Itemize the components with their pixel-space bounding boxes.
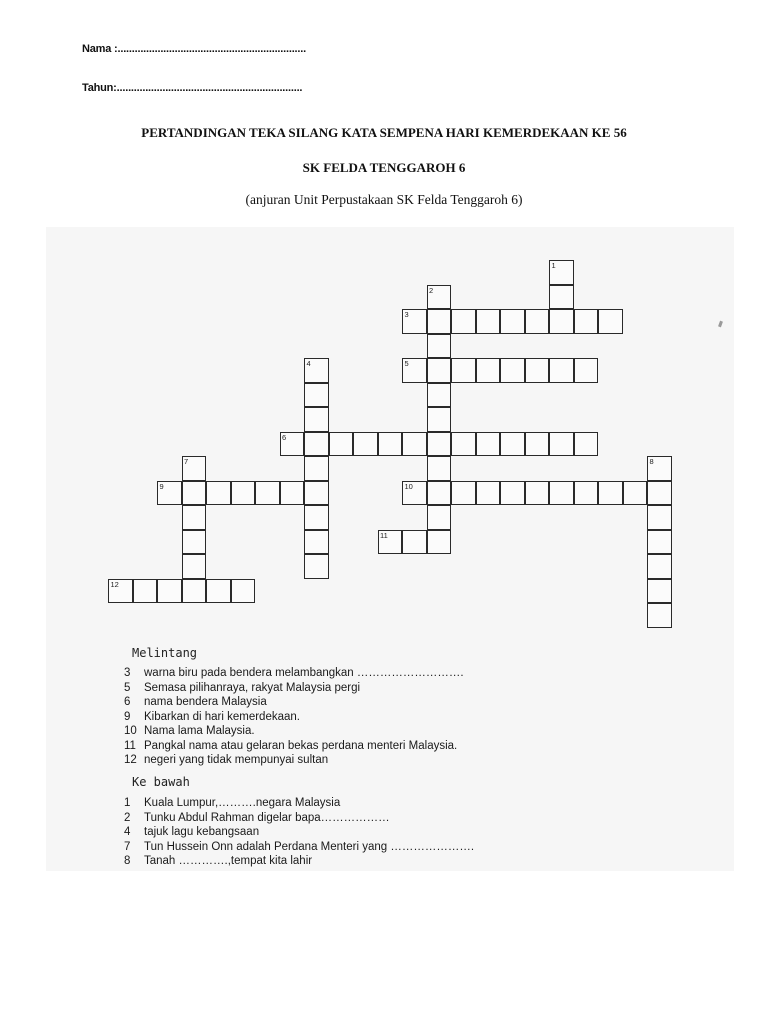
crossword-cell[interactable] [206, 481, 231, 506]
clue-number: 10 [124, 725, 137, 737]
clue-number: 11 [124, 739, 136, 752]
crossword-cell[interactable] [574, 432, 599, 457]
crossword-cell[interactable] [378, 432, 403, 457]
crossword-cell[interactable] [476, 358, 501, 383]
crossword-cell[interactable] [182, 481, 207, 506]
clue-down-4 [124, 826, 259, 838]
crossword-cell[interactable] [549, 432, 574, 457]
clue-number: 3 [124, 667, 131, 679]
crossword-cell[interactable] [304, 505, 329, 530]
clue-down-7 [124, 841, 474, 853]
crossword-cell[interactable] [206, 579, 231, 604]
clue-text: Kibarkan di hari kemerdekaan. [144, 710, 300, 723]
clue-down-2 [124, 812, 390, 824]
crossword-cell[interactable] [525, 432, 550, 457]
clue-text: Kuala Lumpur,……….negara Malaysia [144, 797, 341, 809]
school-name: SK FELDA TENGGAROH 6 [302, 160, 466, 175]
clue-number: 9 [124, 710, 131, 723]
crossword-cell[interactable] [427, 383, 452, 408]
clue-across-6 [124, 696, 267, 708]
tahun-field[interactable]: Tahun:................................................................. [82, 82, 303, 94]
crossword-cell[interactable] [329, 432, 354, 457]
crossword-cell[interactable] [427, 530, 452, 555]
crossword-cell[interactable] [427, 358, 452, 383]
organizer-line: (anjuran Unit Perpustakaan SK Felda Tenggaroh 6) [245, 192, 523, 207]
crossword-cell[interactable] [647, 579, 672, 604]
crossword-cell[interactable] [304, 481, 329, 506]
crossword-cell[interactable] [157, 579, 182, 604]
crossword-cell[interactable] [427, 456, 452, 481]
crossword-cell[interactable] [427, 432, 452, 457]
crossword-cell[interactable] [549, 309, 574, 334]
crossword-cell[interactable] [598, 309, 623, 334]
crossword-cell[interactable] [133, 579, 158, 604]
crossword-cell[interactable] [574, 481, 599, 506]
clue-text: Tun Hussein Onn adalah Perdana Menteri yang …………………. [144, 840, 475, 853]
crossword-cell[interactable] [647, 530, 672, 555]
crossword-cell[interactable] [182, 554, 207, 579]
crossword-cell[interactable] [182, 530, 207, 555]
clue-number-label: 10 [404, 481, 413, 491]
clue-number: 4 [124, 826, 131, 838]
crossword-cell[interactable] [598, 481, 623, 506]
clue-across-9 [124, 711, 300, 723]
crossword-cell[interactable] [231, 579, 256, 604]
crossword-cell[interactable] [647, 505, 672, 530]
crossword-cell[interactable] [574, 358, 599, 383]
clue-text: Pangkal nama atau gelaran bekas perdana menteri Malaysia. [144, 739, 458, 752]
crossword-cell[interactable] [500, 432, 525, 457]
clue-text: Semasa pilihanraya, rakyat Malaysia pergi [144, 681, 361, 694]
clue-down-1 [124, 797, 340, 809]
page-title: PERTANDINGAN TEKA SILANG KATA SEMPENA HARI KEMERDEKAAN KE 56 [141, 125, 627, 140]
clue-number: 5 [124, 681, 131, 694]
crossword-cell[interactable] [427, 407, 452, 432]
kebawah-heading: Ke bawah [132, 775, 190, 789]
crossword-cell[interactable] [623, 481, 648, 506]
nama-field[interactable]: Nama :.................................................................. [82, 43, 306, 55]
clue-across-10 [124, 725, 255, 737]
clue-number: 12 [124, 754, 137, 766]
crossword-cell[interactable] [304, 530, 329, 555]
clue-number-label: 9 [159, 481, 164, 491]
clue-number: 1 [124, 797, 131, 809]
crossword-cell[interactable] [280, 481, 305, 506]
clue-across-11 [124, 740, 457, 752]
crossword-cell[interactable] [451, 481, 476, 506]
clue-across-3 [124, 667, 464, 679]
crossword-cell[interactable] [500, 358, 525, 383]
crossword-cell[interactable] [647, 481, 672, 506]
clue-down-8 [124, 855, 312, 867]
clue-text: negeri yang tidak mempunyai sultan [144, 754, 329, 766]
crossword-cell[interactable] [427, 309, 452, 334]
clue-across-12 [124, 754, 328, 766]
crossword-cell[interactable] [525, 309, 550, 334]
crossword-cell[interactable] [255, 481, 280, 506]
melintang-heading: Melintang [132, 646, 198, 660]
crossword-cell[interactable] [304, 407, 329, 432]
clue-number-label: 7 [184, 457, 189, 466]
crossword-cell[interactable] [500, 309, 525, 334]
clue-text: Nama lama Malaysia. [144, 725, 255, 737]
clue-number-label: 4 [306, 359, 311, 368]
crossword-cell[interactable] [451, 432, 476, 457]
crossword-cell[interactable] [231, 481, 256, 506]
clue-number: 2 [124, 811, 131, 824]
clue-text: nama bendera Malaysia [144, 696, 267, 708]
clue-number-label: 12 [110, 579, 119, 589]
clue-text: Tanah ………….,tempat kita lahir [144, 855, 313, 867]
crossword-cell[interactable] [476, 309, 501, 334]
crossword-cell[interactable] [402, 530, 427, 555]
clue-text: tajuk lagu kebangsaan [144, 826, 260, 838]
crossword-cell[interactable] [304, 456, 329, 481]
clue-text: Tunku Abdul Rahman digelar bapa……………… [144, 811, 390, 824]
crossword-cell[interactable] [427, 334, 452, 359]
crossword-cell[interactable] [549, 481, 574, 506]
clue-number-label: 6 [282, 432, 287, 442]
crossword-cell[interactable] [476, 432, 501, 457]
crossword-cell[interactable] [427, 481, 452, 506]
clue-number: 7 [124, 840, 131, 853]
clue-number-label: 3 [404, 310, 409, 319]
crossword-cell[interactable] [402, 432, 427, 457]
crossword-cell[interactable] [353, 432, 378, 457]
clue-number-label: 11 [380, 530, 388, 540]
clue-number-label: 5 [404, 359, 409, 368]
clue-number: 6 [124, 696, 131, 708]
crossword-cell[interactable] [525, 481, 550, 506]
crossword-cell[interactable] [647, 554, 672, 579]
crossword-cell[interactable] [476, 481, 501, 506]
crossword-cell[interactable] [525, 358, 550, 383]
crossword-cell[interactable] [549, 285, 574, 310]
crossword-cell[interactable] [451, 309, 476, 334]
crossword-cell[interactable] [304, 383, 329, 408]
crossword-cell[interactable] [500, 481, 525, 506]
crossword-cell[interactable] [304, 432, 329, 457]
clue-number: 8 [124, 855, 131, 867]
crossword-cell[interactable] [182, 505, 207, 530]
crossword-cell[interactable] [304, 554, 329, 579]
crossword-cell[interactable] [451, 358, 476, 383]
crossword-cell[interactable] [549, 358, 574, 383]
clue-number-label: 8 [649, 457, 654, 466]
crossword-cell[interactable] [427, 505, 452, 530]
clue-across-5 [124, 682, 360, 694]
clue-number-label: 1 [551, 261, 556, 270]
crossword-cell[interactable] [647, 603, 672, 628]
crossword-cell[interactable] [182, 579, 207, 604]
crossword-cell[interactable] [574, 309, 599, 334]
clue-number-label: 2 [429, 285, 434, 295]
clue-text: warna biru pada bendera melambangkan ………………………. [144, 667, 464, 679]
